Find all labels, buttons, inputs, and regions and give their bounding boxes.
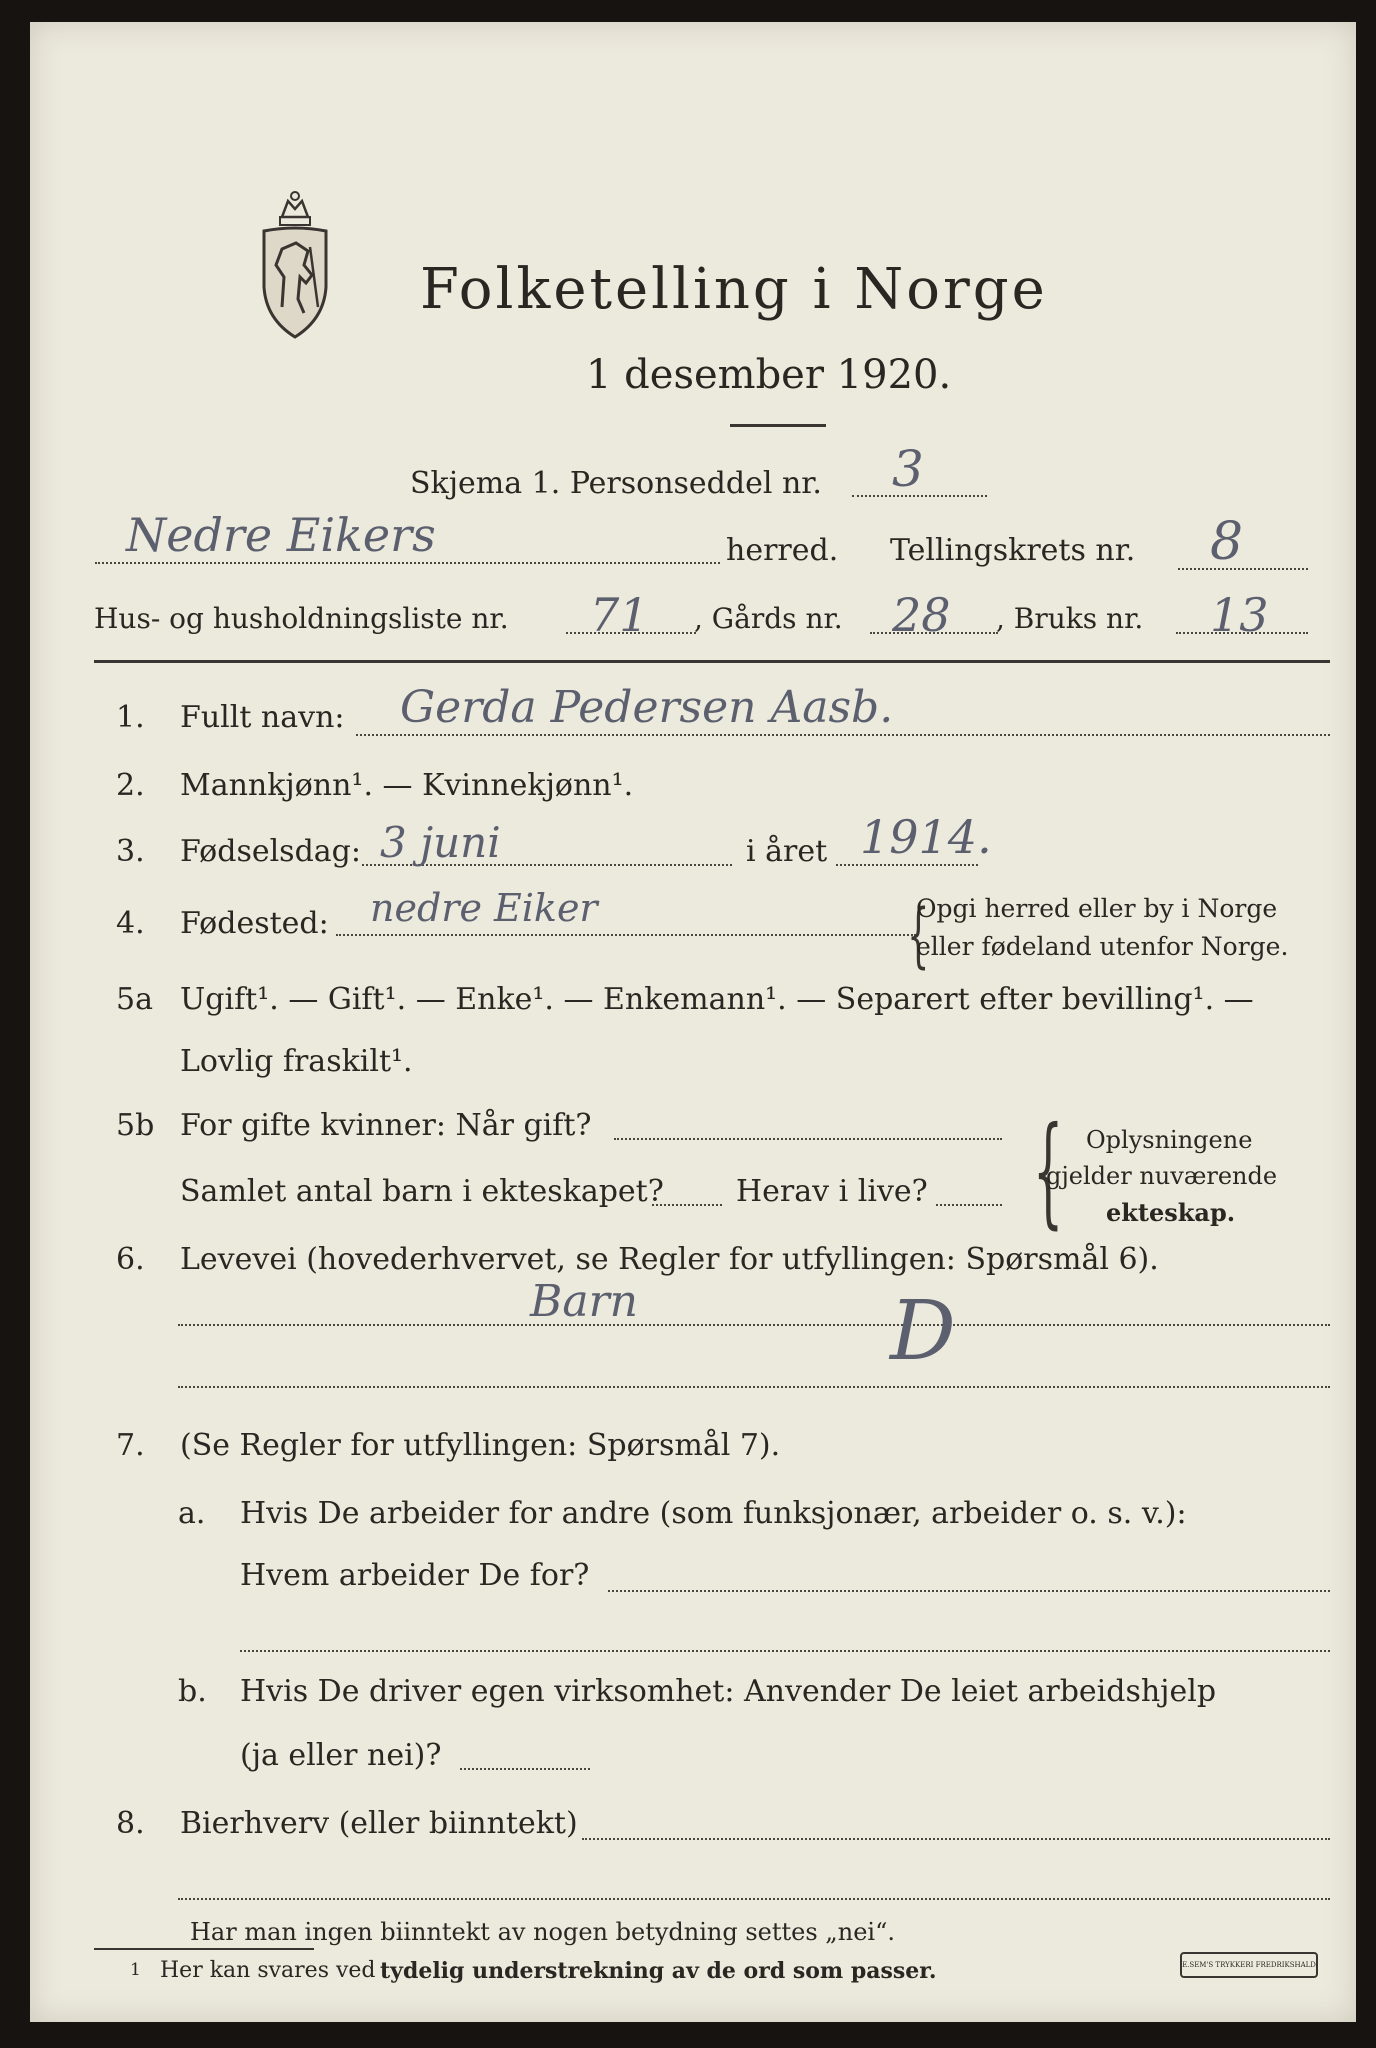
q5b-alive-line <box>936 1204 1002 1206</box>
q7a-line1: Hvis De arbeider for andre (som funksjonær, arbeider o. s. v.): <box>240 1496 1187 1531</box>
q4-note-line2: eller fødeland utenfor Norge. <box>916 932 1289 961</box>
gards-value: 28 <box>892 588 951 642</box>
q7a-number: a. <box>178 1496 206 1531</box>
tellingskrets-label: Tellingskrets nr. <box>890 533 1136 568</box>
form-date: 1 desember 1920. <box>586 352 952 398</box>
q5a-line2: Lovlig fraskilt¹. <box>180 1044 413 1079</box>
q6-line1 <box>178 1324 1330 1326</box>
q6-line2 <box>178 1386 1330 1388</box>
q8-number: 8. <box>116 1806 145 1841</box>
printer-stamp: E.SEM'S TRYKKERI FREDRIKSHALD <box>1180 1952 1318 1978</box>
q5b-children-line <box>652 1204 722 1206</box>
bruks-value: 13 <box>1210 588 1269 642</box>
q4-label: Fødested: <box>180 906 329 941</box>
q7b-line1: Hvis De driver egen virksomhet: Anvender De leiet arbeidshjelp <box>240 1674 1217 1709</box>
hus-value: 71 <box>590 588 649 642</box>
q5b-line2b: Herav i live? <box>736 1174 928 1209</box>
q7b-line <box>460 1768 590 1770</box>
gards-label: , Gårds nr. <box>694 602 843 635</box>
q3-label: Fødselsdag: <box>180 834 361 869</box>
q8-line1 <box>582 1838 1330 1840</box>
q5b-line2: Samlet antal barn i ekteskapet? <box>180 1174 664 1209</box>
q1-number: 1. <box>116 700 145 735</box>
title-divider <box>730 424 826 427</box>
q7a-line <box>608 1590 1330 1592</box>
q5b-married-line <box>614 1138 1002 1140</box>
q4-note-line1: Opgi herred eller by i Norge <box>916 894 1278 923</box>
q1-line <box>356 734 1330 736</box>
q5b-note-line1: Oplysningene <box>1086 1126 1253 1154</box>
census-form <box>30 22 1356 2022</box>
q3-year-value: 1914. <box>860 810 992 864</box>
footnote-text-b: tydelig understrekning av de ord som passer. <box>380 1958 937 1984</box>
q3-year-line <box>836 864 978 866</box>
form-title: Folketelling i Norge <box>420 257 1048 322</box>
q3-day-value: 3 juni <box>380 818 501 867</box>
q6-value: Barn <box>530 1276 638 1327</box>
q3-year-label: i året <box>746 834 828 869</box>
q2-number: 2. <box>116 768 145 803</box>
herred-value: Nedre Eikers <box>126 508 436 562</box>
q4-value: nedre Eiker <box>370 886 598 930</box>
q7-number: 7. <box>116 1428 145 1463</box>
bruks-label: , Bruks nr. <box>996 602 1144 635</box>
q2-label: Mannkjønn¹. — Kvinnekjønn¹. <box>180 768 634 803</box>
q7-label: (Se Regler for utfyllingen: Spørsmål 7). <box>180 1428 781 1463</box>
q1-label: Fullt navn: <box>180 700 345 735</box>
q5b-line1: For gifte kvinner: Når gift? <box>180 1108 592 1143</box>
q8-label: Bierhverv (eller biinntekt) <box>180 1806 578 1841</box>
q4-number: 4. <box>116 906 145 941</box>
q7b-line2: (ja eller nei)? <box>240 1738 442 1773</box>
footnote-text-a: Her kan svares ved <box>160 1958 376 1983</box>
q3-number: 3. <box>116 834 145 869</box>
q5b-note-line2: gjelder nuværende <box>1046 1162 1278 1190</box>
q4-line <box>336 934 916 936</box>
schema-label: Skjema 1. Personseddel nr. <box>410 466 822 501</box>
schema-number-value: 3 <box>892 440 924 498</box>
hus-label: Hus- og husholdningsliste nr. <box>94 602 509 635</box>
q5a-number: 5a <box>116 982 153 1017</box>
coat-of-arms-icon <box>252 187 338 347</box>
q7a-line2-extra <box>240 1650 1330 1652</box>
q8-line2 <box>178 1898 1330 1900</box>
q6-label: Levevei (hovederhvervet, se Regler for utfyllingen: Spørsmål 6). <box>180 1242 1159 1277</box>
q6-mark: D <box>890 1284 956 1379</box>
q5a-line1: Ugift¹. — Gift¹. — Enke¹. — Enkemann¹. — Separert efter bevilling¹. — <box>180 982 1254 1017</box>
q7a-line2: Hvem arbeider De for? <box>240 1558 590 1593</box>
herred-label: herred. <box>726 533 839 568</box>
q6-number: 6. <box>116 1242 145 1277</box>
tellingskrets-value: 8 <box>1210 512 1244 572</box>
q5b-note-line3: ekteskap. <box>1106 1198 1236 1227</box>
header-rule <box>94 660 1330 663</box>
q8-note: Har man ingen biinntekt av nogen betydning settes „nei“. <box>190 1918 895 1946</box>
herred-line <box>95 562 720 564</box>
q1-value: Gerda Pedersen Aasb. <box>400 682 894 733</box>
q5b-brace: { <box>1032 1102 1064 1241</box>
q4-brace: { <box>907 894 930 976</box>
footnote-rule <box>94 1948 314 1950</box>
q7b-number: b. <box>178 1674 207 1709</box>
q5b-number: 5b <box>116 1108 155 1143</box>
footnote-number: 1 <box>130 1960 141 1980</box>
